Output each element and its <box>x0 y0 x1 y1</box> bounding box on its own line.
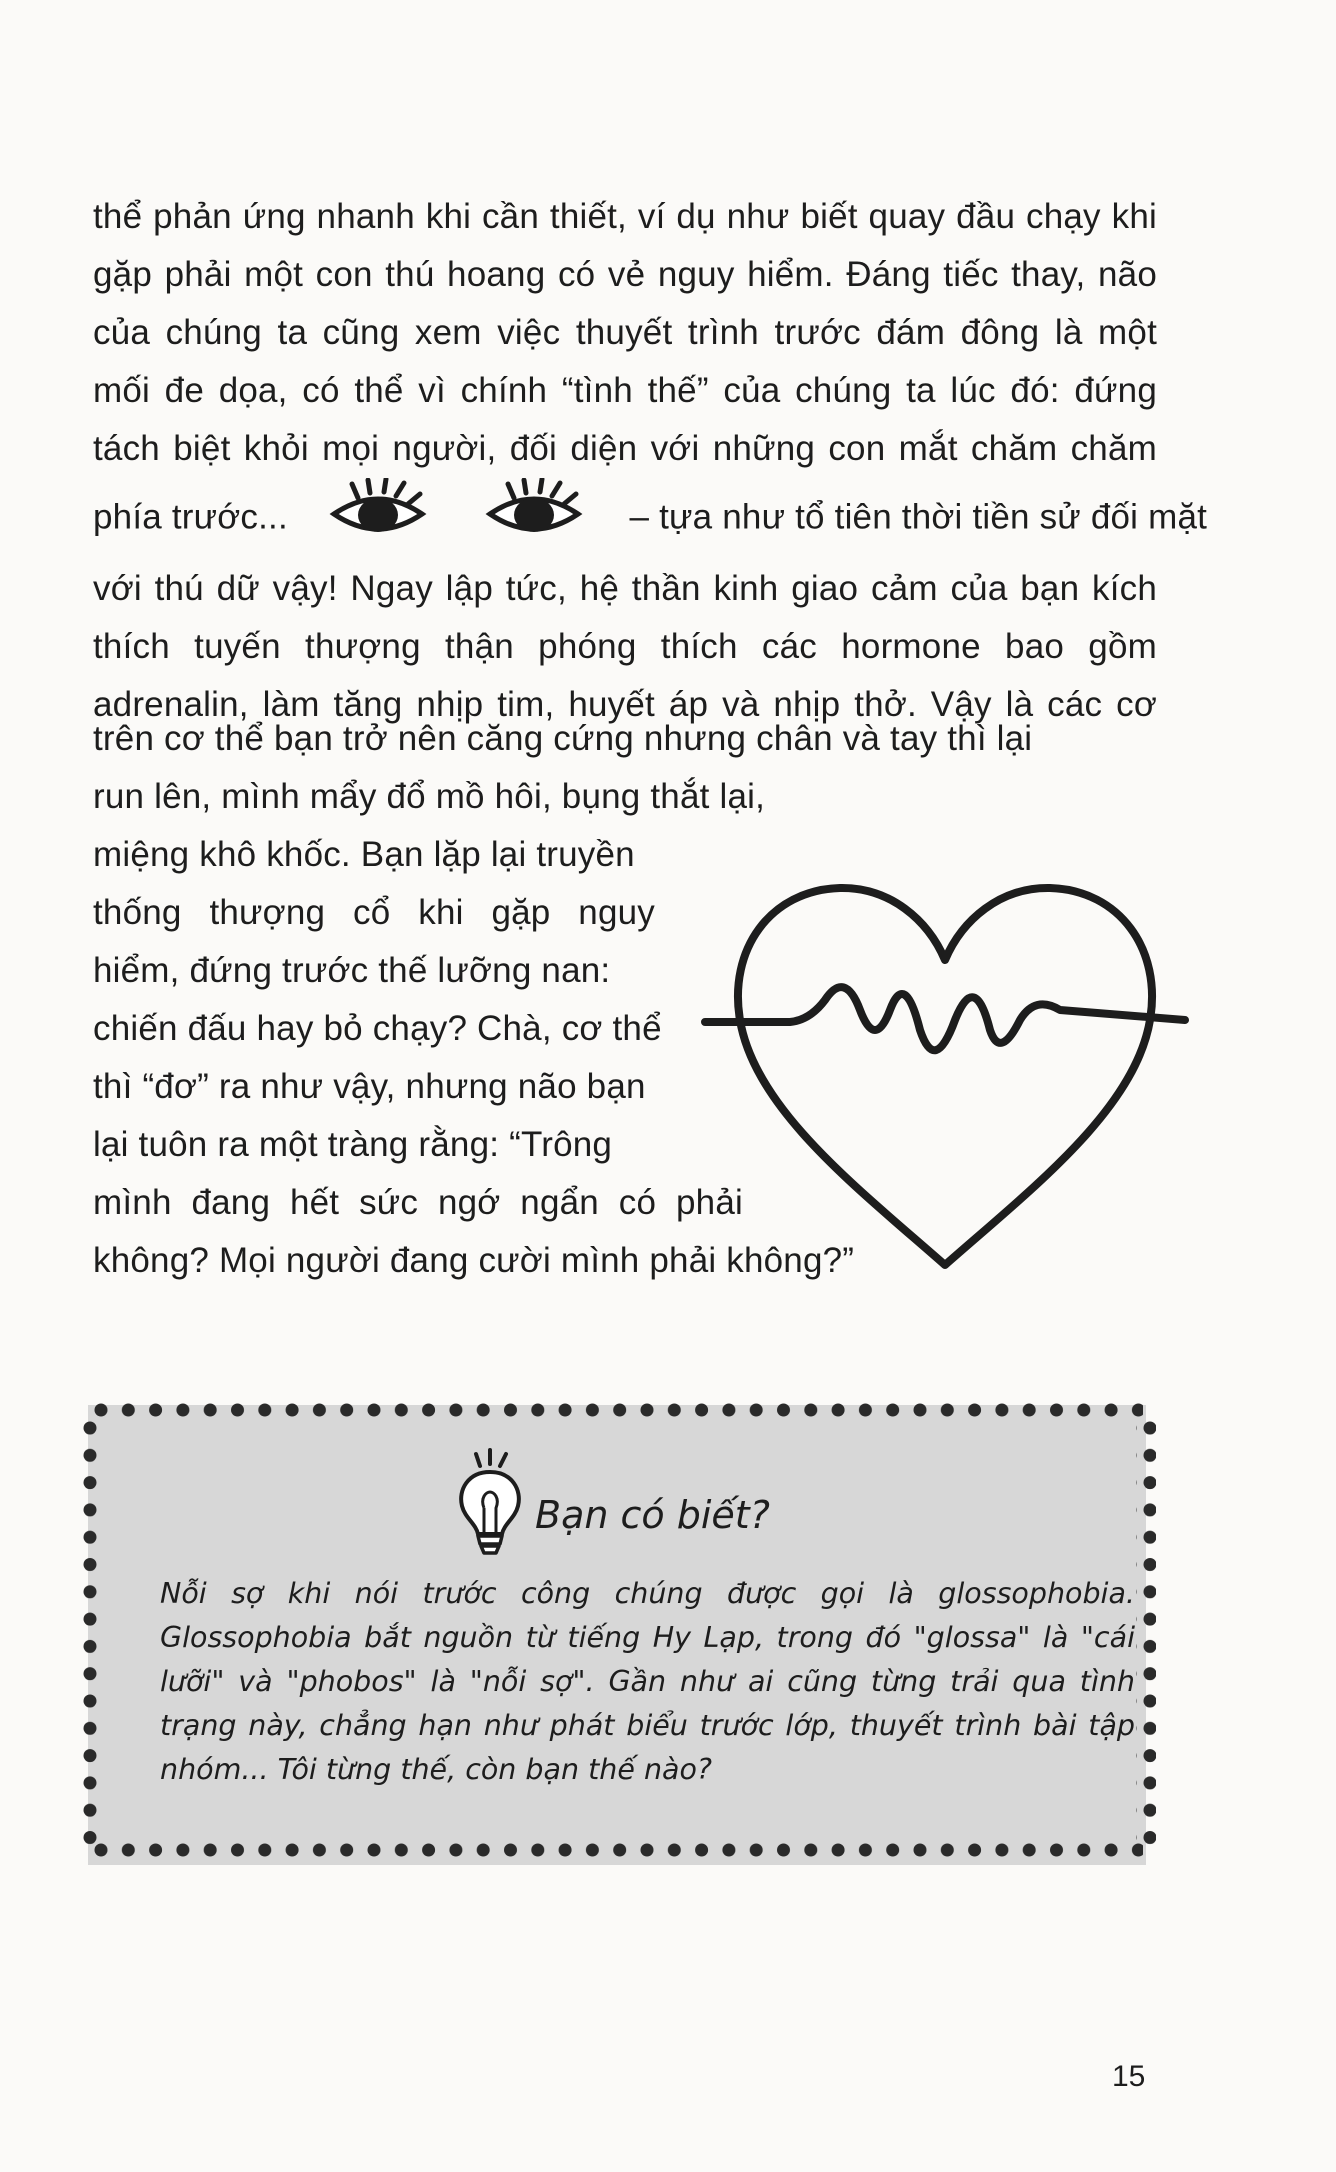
paragraph-line: không? Mọi người đang cười mình phải không?” <box>93 1241 855 1280</box>
box-line: lưỡi" và "phobos" là "nỗi sợ". Gần như ai cũng từng trải qua tình <box>160 1665 1135 1698</box>
box-line: trạng này, chẳng hạn như phát biểu trước lớp, thuyết trình bài tập <box>160 1709 1135 1742</box>
paragraph-line: tách biệt khỏi mọi người, đối diện với những con mắt chăm chăm <box>93 429 1157 468</box>
paragraph-line: mối đe dọa, có thể vì chính “tình thế” của chúng ta lúc đó: đứng <box>93 371 1157 410</box>
paragraph-line: chiến đấu hay bỏ chạy? Chà, cơ thể <box>93 1009 662 1048</box>
paragraph-line: thể phản ứng nhanh khi cần thiết, ví dụ như biết quay đầu chạy khi <box>93 197 1157 236</box>
paragraph-line: thì “đơ” ra như vậy, nhưng não bạn <box>93 1067 646 1106</box>
paragraph-line: miệng khô khốc. Bạn lặp lại truyền <box>93 835 635 874</box>
paragraph-line: adrenalin, làm tăng nhịp tim, huyết áp và nhịp thở. Vậy là các cơ <box>93 685 1157 724</box>
box-line: Glossophobia bắt nguồn từ tiếng Hy Lạp, trong đó "glossa" là "cái <box>160 1621 1135 1654</box>
paragraph-line: của chúng ta cũng xem việc thuyết trình trước đám đông là một <box>93 313 1157 352</box>
paragraph-line: run lên, mình mẩy đổ mồ hôi, bụng thắt lại, <box>93 777 766 816</box>
page-number: 15 <box>1112 2060 1146 2093</box>
box-line: Nỗi sợ khi nói trước công chúng được gọi là glossophobia. <box>160 1577 1135 1610</box>
paragraph-line: trên cơ thể bạn trở nên căng cứng nhưng chân và tay thì lại <box>93 719 1033 758</box>
paragraph-line: lại tuôn ra một tràng rằng: “Trông <box>93 1125 613 1164</box>
eyes-line-before: phía trước... <box>93 497 288 537</box>
paragraph-line: gặp phải một con thú hoang có vẻ nguy hiểm. Đáng tiếc thay, não <box>93 255 1157 294</box>
box-title: Bạn có biết? <box>535 1493 770 1537</box>
eyes-line-after: – tựa như tổ tiên thời tiền sử đối mặt <box>629 497 1208 537</box>
paragraph-line: với thú dữ vậy! Ngay lập tức, hệ thần kinh giao cảm của bạn kích <box>93 569 1157 608</box>
paragraph-line: thống thượng cổ khi gặp nguy <box>93 893 655 932</box>
lightbulb-icon <box>450 1448 530 1558</box>
box-line: nhóm... Tôi từng thế, còn bạn thế nào? <box>160 1753 713 1786</box>
box-text <box>160 1572 1135 1792</box>
paragraph-line: hiểm, đứng trước thế lưỡng nan: <box>93 951 611 990</box>
paragraph-line: thích tuyến thượng thận phóng thích các hormone bao gồm <box>93 627 1157 666</box>
paragraph-line: mình đang hết sức ngớ ngẩn có phải <box>93 1183 743 1222</box>
